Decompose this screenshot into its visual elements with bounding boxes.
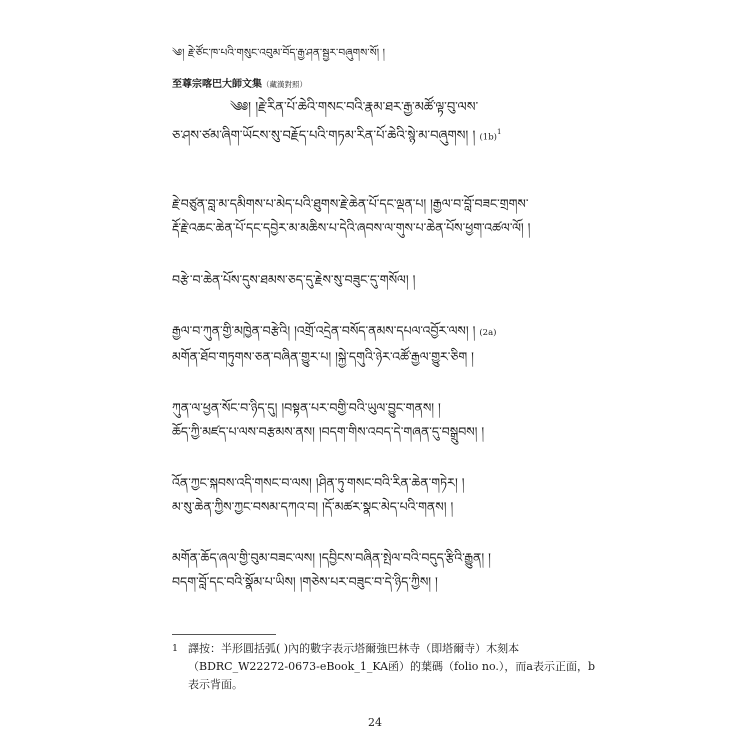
title-line-2-text: ཅ་ཤས་ཙམ་ཞིག་ཡོངས་སུ་བརྗོད་པའི་གཏམ་རིན་པོ་ཆེའི་སྙེ་མ་བཞུགས། ། — [172, 128, 476, 144]
footnote-rule — [172, 634, 276, 635]
stanza — [172, 546, 592, 594]
running-head-chinese-title: 至尊宗喀巴大師文集 — [172, 79, 262, 90]
verse-line: ཀུན་ལ་ཕྱན་སོང་བ་ཉིད་དུ། །བསྟན་པར་བགྱི་བའི་ཡུལ་བྱུང་གནས། ། — [172, 400, 441, 415]
running-head-chinese-subtitle: （藏漢對照） — [262, 80, 307, 89]
folio-marker: (2a) — [479, 328, 497, 338]
verse-line: མགོན་ཐོབ་གཏུགས་ཅན་བཞིན་གྱུར་པ། །སྐྱེ་དགུའི་ཉེར་འཚོ་རྒྱལ་གྱུར་ཅིག ། — [172, 349, 474, 364]
verse-line: བདག་བློ་དང་བའི་སྣོམ་པ་ཡིས། །གཅེས་པར་བཟུང་བ་དེ་ཉིད་ཀྱིས། ། — [172, 574, 438, 589]
footnote-reference: 1 — [496, 128, 502, 136]
running-head-chinese — [172, 75, 592, 90]
title-line-1: ༄༅། །རྗེ་རིན་པོ་ཆེའི་གསང་བའི་རྣམ་ཐར་རྒྱ་མཚོ་ལྟ་བུ་ལས་ — [230, 100, 479, 115]
stanza — [172, 268, 592, 292]
footnote-number: 1 — [172, 643, 179, 654]
verse-line: མགོན་ཆོད་ཞལ་གྱི་བུམ་བཟང་ལས། །དབྱིངས་བཞིན་སྤེལ་བའི་བདུད་རྩིའི་རྒྱུན། ། — [172, 550, 491, 565]
footnote — [172, 640, 602, 694]
text-title — [172, 96, 592, 149]
verse-line: ཆོད་ཀྱི་མཛད་པ་ལས་བརྩམས་ནས། །བདག་གིས་འབད་དེ་གཞན་དུ་བསྒྲུབས། ། — [172, 424, 485, 439]
stanza — [172, 319, 592, 369]
stanza — [172, 471, 592, 519]
verse-line — [172, 319, 592, 345]
running-head — [172, 42, 592, 90]
verse-body — [172, 192, 592, 621]
title-line-2 — [172, 120, 592, 149]
verse-line: བརྩེ་བ་ཆེན་པོས་དུས་ཐམས་ཅད་དུ་རྗེས་སུ་བཟུང་དུ་གསོལ། ། — [172, 272, 416, 287]
footnote-text: 譯按：半形圓括弧( )內的數字表示塔爾強巴林寺（即塔爾寺）木刻本（BDRC_W22272-0673-eBook_1_KA函）的葉碼（folio no.），而a表示正面，b表示背面。 — [188, 642, 596, 691]
running-head-tibetan: ༄། རྗེ་ཙོང་ཁ་པའི་གསུང་འབུམ་བོད་རྒྱ་ཤན་སྦྱར་བཞུགས་སོ། ། — [172, 47, 386, 59]
verse-line: འོན་ཀྱང་སྐབས་འདི་གསང་བ་ལས། །ཤིན་ཏུ་གསང་བའི་རིན་ཆེན་གཏེར། ། — [172, 475, 465, 490]
folio-marker: (1b) — [479, 132, 497, 143]
verse-line: མ་སུ་ཆེན་ཀྱིས་ཀྱང་བསམ་དཀའ་བ། །དོ་མཚར་སྣང་མེད་པའི་གནས། ། — [172, 499, 454, 514]
verse-line: རྗེ་བཙུན་བླ་མ་དམིགས་པ་མེད་པའི་ཐུགས་རྗེ་ཆེན་པོ་དང་ལྡན་པ། །རྒྱལ་བ་བློ་བཟང་གྲགས་ — [172, 196, 529, 211]
verse-line: རྡོ་རྗེ་འཆང་ཆེན་པོ་དང་དབྱེར་མ་མཆིས་པ་དེའི་ཞབས་ལ་གུས་པ་ཆེན་པོས་ཕྱག་འཚལ་ལོ། ། — [172, 220, 531, 235]
verse-line-text: རྒྱལ་བ་ཀུན་གྱི་མཁྱེན་བརྩེའི། །འགྲོ་འདྲེན་བསོད་ནམས་དཔལ་འབྱོར་ལས། ། — [172, 323, 476, 338]
stanza — [172, 192, 592, 240]
page-number: 24 — [368, 716, 382, 729]
stanza — [172, 396, 592, 444]
